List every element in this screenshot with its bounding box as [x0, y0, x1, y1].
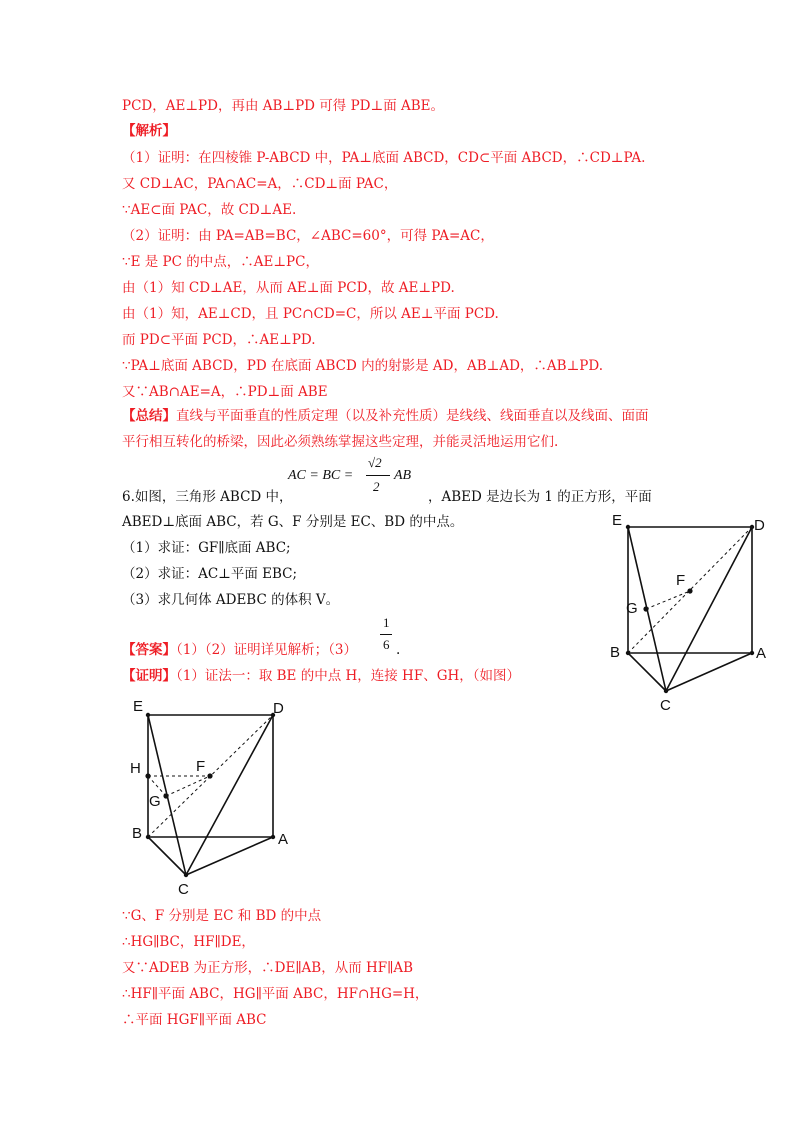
fig2-label-G: G [149, 793, 161, 810]
fig2-label-F: F [196, 758, 206, 775]
proof-line-2: ∴HG∥BC，HF∥DE， [122, 934, 255, 950]
problem-line-2: ABED⊥底面 ABC，若 G、F 分别是 EC、BD 的中点。 [122, 514, 464, 530]
fig1-label-G: G [626, 600, 638, 617]
answer-end: . [396, 642, 401, 658]
question-3: （3）求几何体 ADEBC 的体积 V。 [122, 592, 340, 608]
fig1-label-F: F [676, 572, 686, 589]
proof-line-5: ∴平面 HGF∥平面 ABC [122, 1012, 267, 1028]
formula-right: AB [394, 468, 412, 483]
summary-text-1: 直线与平面垂直的性质定理（以及补充性质）是线线、线面垂直以及线面、面面 [176, 408, 649, 424]
analysis-tag: 【解析】 [122, 123, 176, 139]
fig2-label-D: D [273, 700, 284, 717]
proof-line-1: ∵G、F 分别是 EC 和 BD 的中点 [122, 908, 322, 924]
answer-tag: 【答案】 [122, 642, 176, 658]
problem-after-formula: ，ABED 是边长为 1 的正方形，平面 [428, 489, 652, 505]
solution-line-10: 而 PD⊂平面 PCD，∴AE⊥PD. [122, 332, 316, 348]
solution-line-8: 由（1）知 CD⊥AE，从而 AE⊥面 PCD，故 AE⊥PD. [122, 280, 455, 296]
fig1-label-C: C [660, 697, 671, 714]
summary-line-1 [122, 407, 649, 425]
fig1-label-B: B [610, 644, 621, 661]
proof-line-3: 又∵ADEB 为正方形，∴DE∥AB，从而 HF∥AB [122, 960, 414, 976]
solution-line-12: 又∵AB∩AE=A，∴PD⊥面 ABE [122, 384, 328, 400]
fig2-label-E: E [133, 698, 144, 715]
fig1-label-E: E [612, 512, 623, 529]
fig1-label-A: A [756, 645, 767, 662]
answer-frac-bar [380, 634, 392, 635]
fig2-label-B: B [132, 825, 143, 842]
solution-line-6: （2）证明：由 PA=AB=BC，∠ABC=60°，可得 PA=AC， [122, 228, 494, 244]
proof-first-text: （1）证法一：取 BE 的中点 H，连接 HF、GH，（如图） [176, 668, 520, 684]
fig2-label-A: A [278, 831, 289, 848]
problem-intro: 6.如图，三角形 ABCD 中， [122, 489, 293, 505]
geometry-figure-1 [600, 505, 780, 720]
solution-line-3: （1）证明：在四棱锥 P-ABCD 中，PA⊥底面 ABCD，CD⊂平面 ABCD，∴CD⊥PA. [122, 150, 646, 166]
solution-line-11: ∵PA⊥底面 ABCD，PD 在底面 ABCD 内的射影是 AD，AB⊥AD，∴AB⊥PD. [122, 358, 603, 374]
solution-line-9: 由（1）知，AE⊥CD，且 PC∩CD=C，所以 AE⊥平面 PCD. [122, 306, 499, 322]
answer-line [122, 641, 357, 659]
fig2-label-C: C [178, 881, 189, 898]
fig1-label-D: D [754, 517, 765, 534]
question-1: （1）求证：GF∥底面 ABC; [122, 540, 291, 556]
formula-fraction-bar [366, 475, 390, 476]
fig2-label-H: H [130, 760, 141, 777]
proof-line-4: ∴HF∥平面 ABC，HG∥平面 ABC，HF∩HG=H， [122, 986, 429, 1002]
formula-denominator: 2 [373, 479, 380, 494]
summary-line-2: 平行相互转化的桥梁，因此必须熟练掌握这些定理，并能灵活地运用它们. [122, 434, 559, 450]
question-2: （2）求证：AC⊥平面 EBC; [122, 566, 298, 582]
answer-frac-numerator: 1 [383, 615, 390, 630]
solution-line-4: 又 CD⊥AC，PA∩AC=A，∴CD⊥面 PAC， [122, 176, 398, 192]
solution-line-1: PCD，AE⊥PD，再由 AB⊥PD 可得 PD⊥面 ABE。 [122, 98, 445, 114]
solution-line-5: ∵AE⊂面 PAC，故 CD⊥AE. [122, 202, 297, 218]
formula-left: AC = BC = [288, 468, 354, 483]
formula-numerator: √2 [368, 455, 382, 470]
answer-text: （1）（2）证明详见解析；（3） [176, 642, 358, 658]
proof-first-line [122, 667, 520, 685]
answer-frac-denominator: 6 [383, 637, 390, 652]
proof-tag: 【证明】 [122, 668, 176, 684]
solution-line-7: ∵E 是 PC 的中点，∴AE⊥PC， [122, 254, 319, 270]
summary-tag: 【总结】 [122, 408, 176, 424]
geometry-figure-2 [120, 695, 305, 905]
